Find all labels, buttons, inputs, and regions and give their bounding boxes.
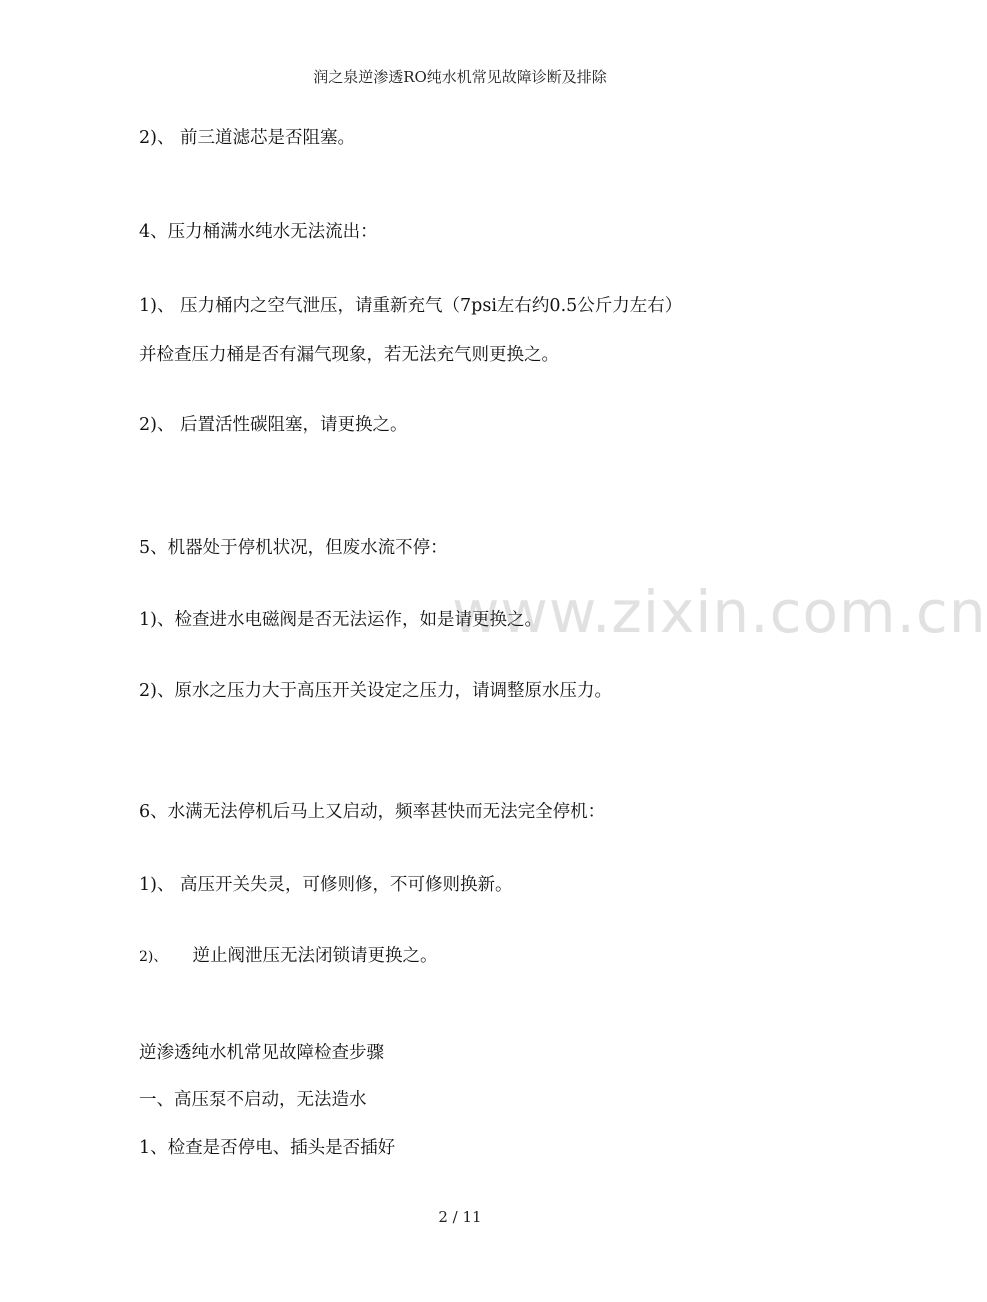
subsection-title: 逆渗透纯水机常见故障检查步骤 — [139, 1043, 384, 1063]
list-prefix: 2)、 — [139, 949, 168, 965]
paragraph-line: 1)、 压力桶内之空气泄压，请重新充气（7psi左右约0.5公斤力左右） — [139, 296, 683, 316]
section-heading: 6、水满无法停机后马上又启动，频率甚快而无法完全停机： — [139, 802, 606, 822]
section-heading: 一、高压泵不启动，无法造水 — [139, 1090, 367, 1110]
section-heading: 4、压力桶满水纯水无法流出： — [139, 222, 378, 242]
paragraph-line: 1、检查是否停电、插头是否插好 — [139, 1138, 396, 1158]
page-number: 2 / 11 — [438, 1208, 482, 1226]
paragraph-line: 2)、 后置活性碳阻塞，请更换之。 — [139, 415, 408, 435]
list-text: 逆止阀泄压无法闭锁请更换之。 — [192, 946, 438, 966]
paragraph-line: 1)、检查进水电磁阀是否无法运作，如是请更换之。 — [139, 610, 542, 630]
paragraph-line: 1)、 高压开关失灵，可修则修，不可修则换新。 — [139, 875, 513, 895]
paragraph-line: 2)、原水之压力大于高压开关设定之压力，请调整原水压力。 — [139, 681, 612, 701]
paragraph-line — [139, 944, 438, 969]
watermark: www.zixin.com.cn — [452, 578, 987, 646]
section-heading: 5、机器处于停机状况，但废水流不停： — [139, 538, 448, 558]
paragraph-line: 并检查压力桶是否有漏气现象，若无法充气则更换之。 — [139, 345, 559, 365]
paragraph-line: 2)、 前三道滤芯是否阻塞。 — [139, 128, 356, 148]
page-header-title: 润之泉逆渗透RO纯水机常见故障诊断及排除 — [313, 68, 607, 86]
